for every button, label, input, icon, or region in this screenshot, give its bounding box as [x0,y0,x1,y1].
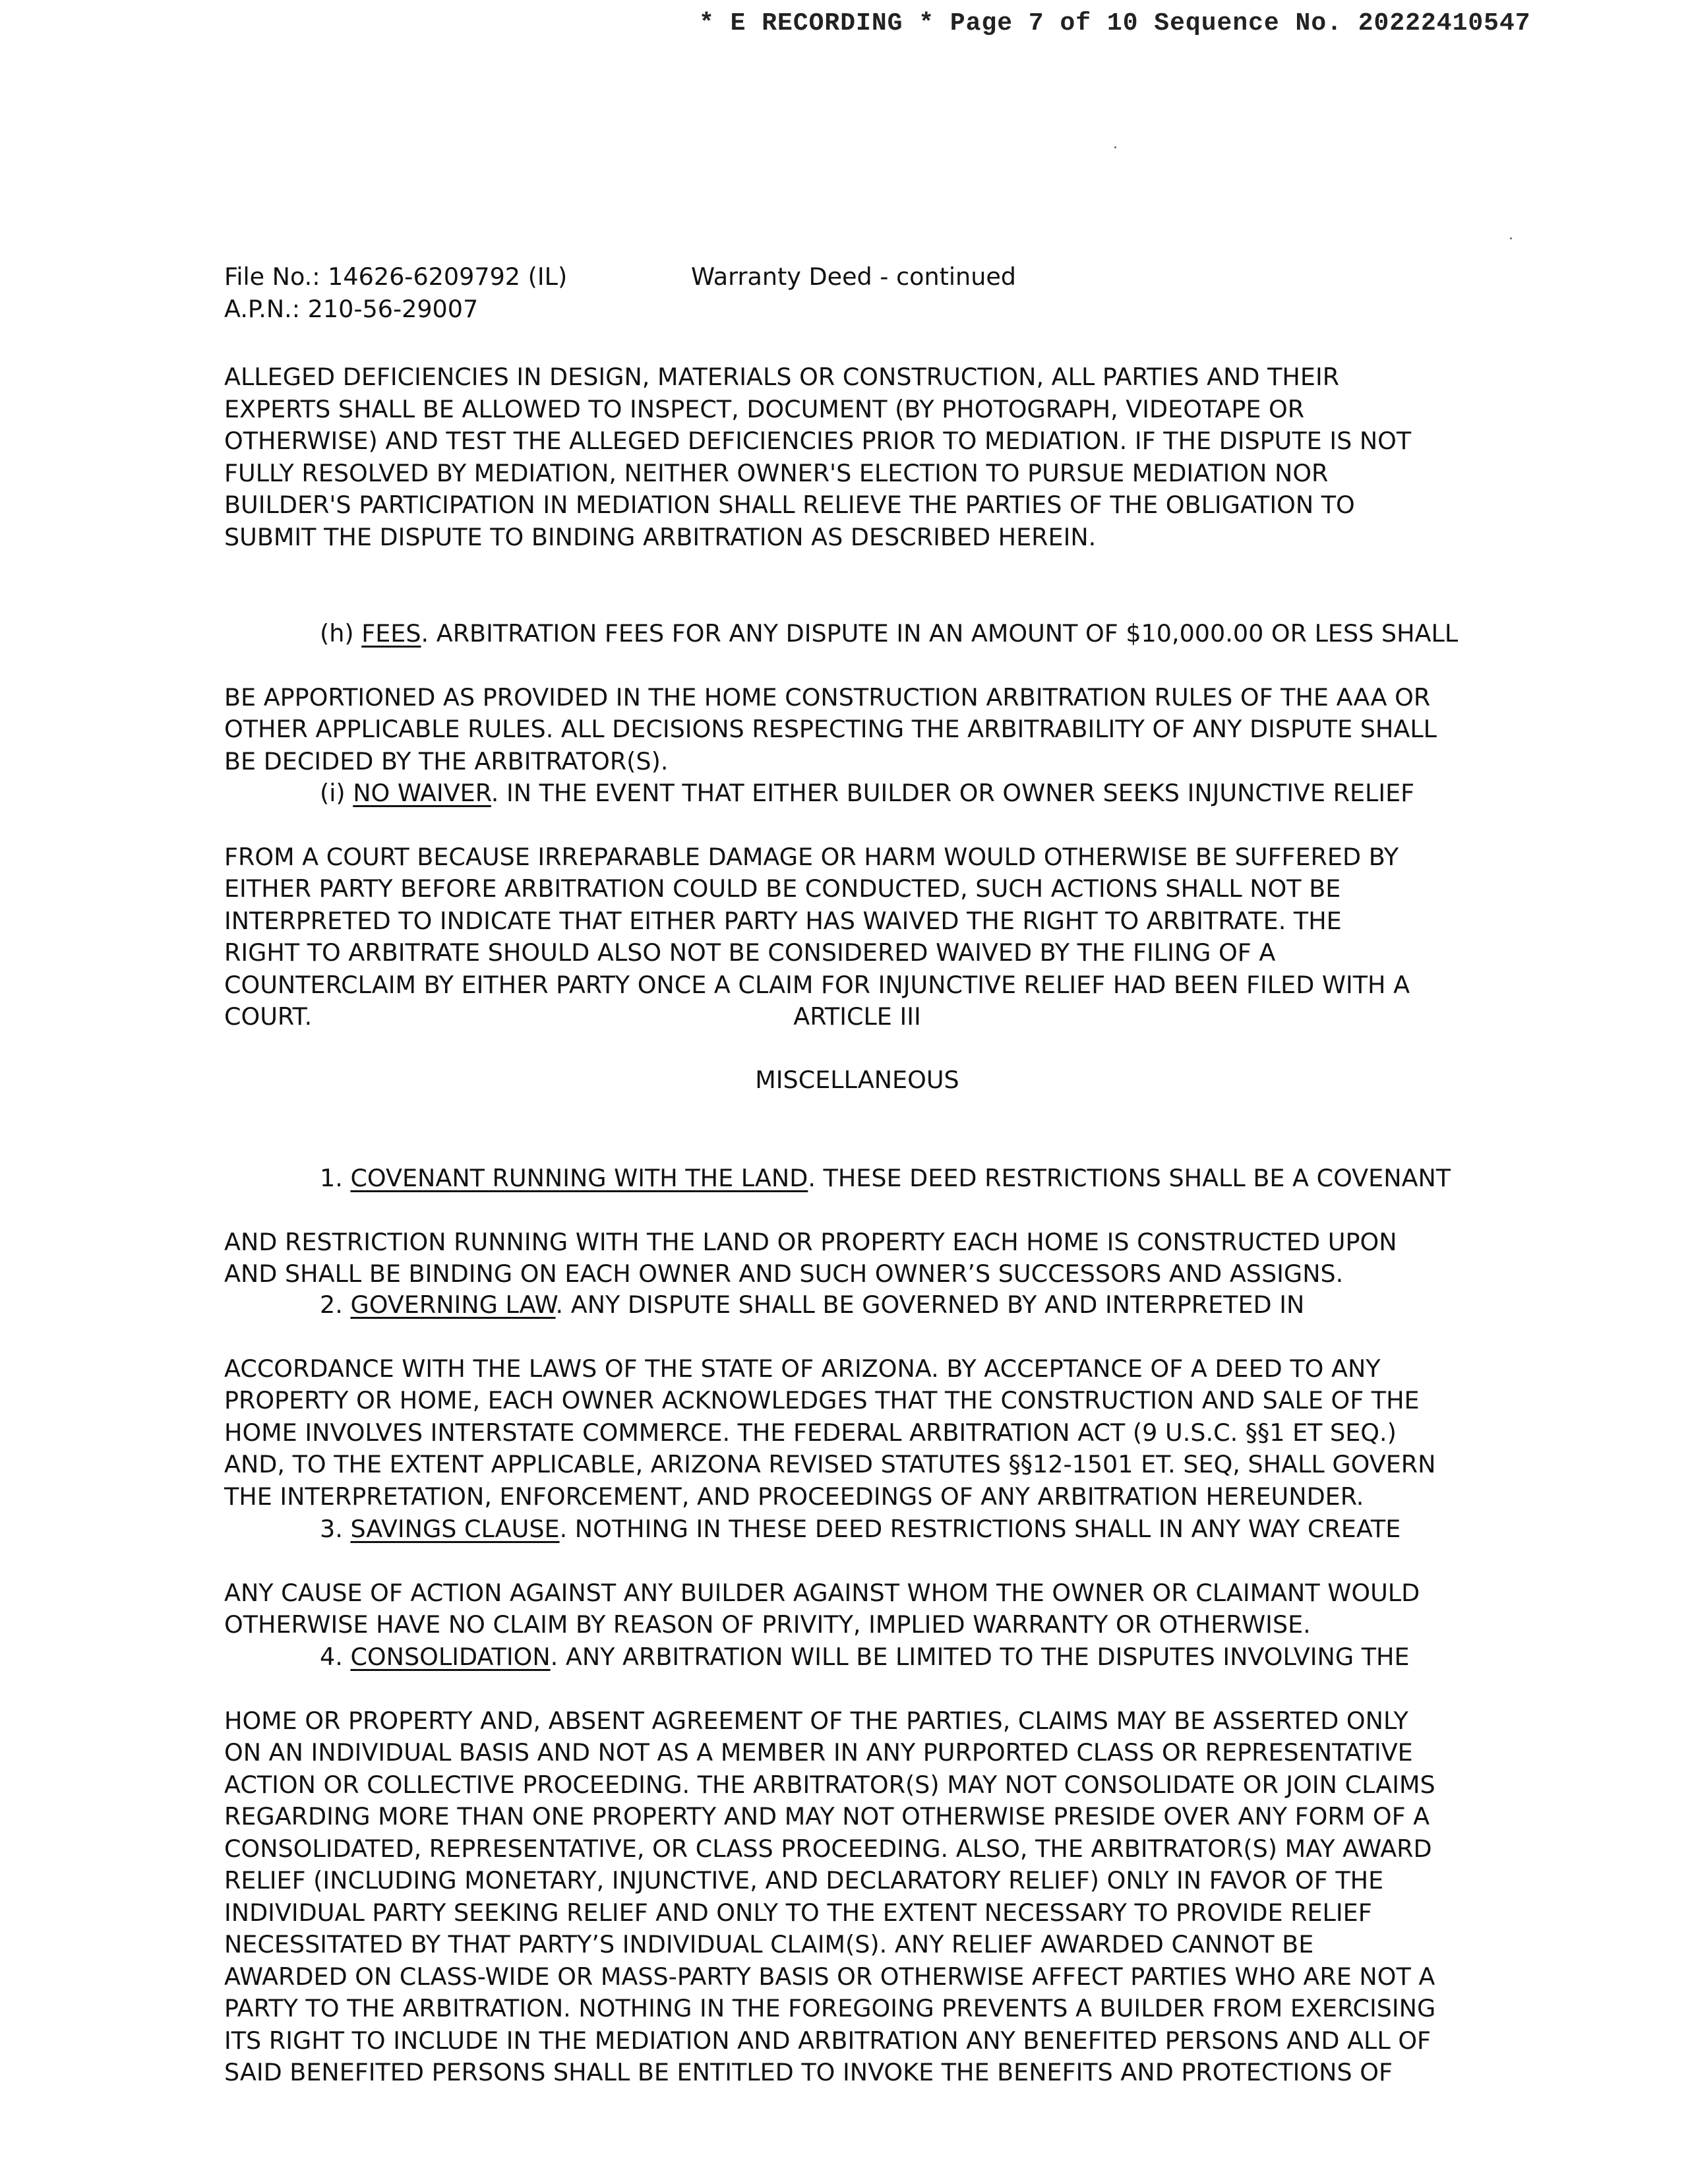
paragraph-text: AND RESTRICTION RUNNING WITH THE LAND OR PROPERTY EACH HOME IS CONSTRUCTED UPON AND SHALL BE BINDING ON EACH OWNER AND SUCH OWNER’S SUCCESSORS AND ASSIGNS. [224,1227,1397,1288]
article-subtitle: MISCELLANEOUS [755,1066,959,1094]
item-marker: (h) [320,619,362,648]
paragraph-first-line: . ANY DISPUTE SHALL BE GOVERNED BY AND INTERPRETED IN [555,1290,1305,1319]
item-marker: 1. [320,1163,351,1192]
item-marker: 3. [320,1514,351,1543]
paragraph-text: HOME OR PROPERTY AND, ABSENT AGREEMENT OF THE PARTIES, CLAIMS MAY BE ASSERTED ONLY ON AN INDIVIDUAL BASIS AND NOT AS A MEMBER IN ANY PURPORTED CLASS OR REPRESENTATIVE ACTION OR COLLECTIVE PROCEEDING. THE ARBITRATOR(S) MAY NOT CONSOLIDATE OR JOIN CLAIMS REGARDING MORE THAN ONE PROPERTY AND MAY NOT OTHERWISE PRESIDE OVER ANY FORM OF A CONSOLIDATED, REPRESENTATIVE, OR CLASS PROCEEDING. ALSO, THE ARBITRATOR(S) MAY AWARD RELIEF (INCLUDING MONETARY, INJUNCTIVE, AND DECLARATORY RELIEF) ONLY IN FAVOR OF THE INDIVIDUAL PARTY SEEKING RELIEF AND ONLY TO THE EXTENT NECESSARY TO PROVIDE RELIEF NECESSITATED BY THAT PARTY’S INDIVIDUAL CLAIM(S). ANY RELIEF AWARDED CANNOT BE AWARDED ON CLASS-WIDE OR MASS-PARTY BASIS OR OTHERWISE AFFECT PARTIES WHO ARE NOT A PARTY TO THE ARBITRATION. NOTHING IN THE FOREGOING PREVENTS A BUILDER FROM EXERCISING ITS RIGHT TO INCLUDE IN THE MEDIATION AND ARBITRATION ANY BENEFITED PERSONS AND ALL OF SAID BENEFITED PERSONS SHALL BE ENTITLED TO INVOKE THE BENEFITS AND PROTECTIONS OF [224,1706,1436,2086]
paragraph-first-line: . ARBITRATION FEES FOR ANY DISPUTE IN AN AMOUNT OF $10,000.00 OR LESS SHALL [421,619,1459,648]
paragraph-text: ACCORDANCE WITH THE LAWS OF THE STATE OF ARIZONA. BY ACCEPTANCE OF A DEED TO ANY PROPERTY OR HOME, EACH OWNER ACKNOWLEDGES THAT THE CONSTRUCTION AND SALE OF THE HOME INVOLVES INTERSTATE COMMERCE. THE FEDERAL ARBITRATION ACT (9 U.S.C. §§1 ET SEQ.) AND, TO THE EXTENT APPLICABLE, ARIZONA REVISED STATUTES §§12-1501 ET. SEQ, SHALL GOVERN THE INTERPRETATION, ENFORCEMENT, AND PROCEEDINGS OF ANY ARBITRATION HEREUNDER. [224,1354,1436,1511]
section-heading-consolidation: CONSOLIDATION [350,1642,551,1671]
article-title: ARTICLE III [793,1002,921,1031]
recording-header: * E RECORDING * Page 7 of 10 Sequence No. 20222410547 [699,9,1531,38]
scan-speck [1114,146,1116,148]
item-marker: (i) [320,778,353,807]
item-marker: 4. [320,1642,351,1671]
document-title: Warranty Deed - continued [691,262,1016,291]
paragraph-i-no-waiver [224,745,1490,1033]
section-heading-no-waiver: NO WAIVER [353,778,491,807]
paragraph-first-line: . IN THE EVENT THAT EITHER BUILDER OR OWNER SEEKS INJUNCTIVE RELIEF [491,778,1415,807]
paragraph-first-line: . ANY ARBITRATION WILL BE LIMITED TO THE DISPUTES INVOLVING THE [550,1642,1410,1671]
intro-paragraph: ALLEGED DEFICIENCIES IN DESIGN, MATERIALS OR CONSTRUCTION, ALL PARTIES AND THEIR EXPERTS SHALL BE ALLOWED TO INSPECT, DOCUMENT (BY PHOTOGRAPH, VIDEOTAPE OR OTHERWISE) AND TEST THE ALLEGED DEFICIENCIES PRIOR TO MEDIATION. IF THE DISPUTE IS NOT FULLY RESOLVED BY MEDIATION, NEITHER OWNER'S ELECTION TO PURSUE MEDIATION NOR BUILDER'S PARTICIPATION IN MEDIATION SHALL RELIEVE THE PARTIES OF THE OBLIGATION TO SUBMIT THE DISPUTE TO BINDING ARBITRATION AS DESCRIBED HEREIN. [224,363,1412,551]
paragraph-text: FROM A COURT BECAUSE IRREPARABLE DAMAGE OR HARM WOULD OTHERWISE BE SUFFERED BY EITHER PARTY BEFORE ARBITRATION COULD BE CONDUCTED, SUCH ACTIONS SHALL NOT BE INTERPRETED TO INDICATE THAT EITHER PARTY HAS WAIVED THE RIGHT TO ARBITRATE. THE RIGHT TO ARBITRATE SHOULD ALSO NOT BE CONSIDERED WAIVED BY THE FILING OF A COUNTERCLAIM BY EITHER PARTY ONCE A CLAIM FOR INJUNCTIVE RELIEF HAD BEEN FILED WITH A COURT. [224,842,1410,1031]
section-heading-savings-clause: SAVINGS CLAUSE [350,1514,560,1543]
file-info [224,261,1411,325]
section-heading-governing-law: GOVERNING LAW [350,1290,556,1319]
paragraph-text: ANY CAUSE OF ACTION AGAINST ANY BUILDER AGAINST WHOM THE OWNER OR CLAIMANT WOULD OTHERWISE HAVE NO CLAIM BY REASON OF PRIVITY, IMPLIED WARRANTY OR OTHERWISE. [224,1578,1420,1639]
paragraph-text: BE APPORTIONED AS PROVIDED IN THE HOME CONSTRUCTION ARBITRATION RULES OF THE AAA OR OTHER APPLICABLE RULES. ALL DECISIONS RESPECTING THE ARBITRABILITY OF ANY DISPUTE SHALL BE DECIDED BY THE ARBITRATOR(S). [224,682,1437,775]
apn-number: A.P.N.: 210-56-29007 [224,294,479,323]
section-heading-covenant: COVENANT RUNNING WITH THE LAND [350,1163,808,1192]
section-4-consolidation [224,1609,1490,2089]
section-2-governing-law [224,1257,1490,1513]
paragraph-first-line: . NOTHING IN THESE DEED RESTRICTIONS SHALL IN ANY WAY CREATE [559,1514,1401,1543]
section-heading-fees: FEES [361,619,421,648]
file-number: File No.: 14626-6209792 (IL) [224,262,568,291]
item-marker: 2. [320,1290,351,1319]
paragraph-first-line: . THESE DEED RESTRICTIONS SHALL BE A COVENANT [808,1163,1451,1192]
scan-speck [1510,237,1512,239]
